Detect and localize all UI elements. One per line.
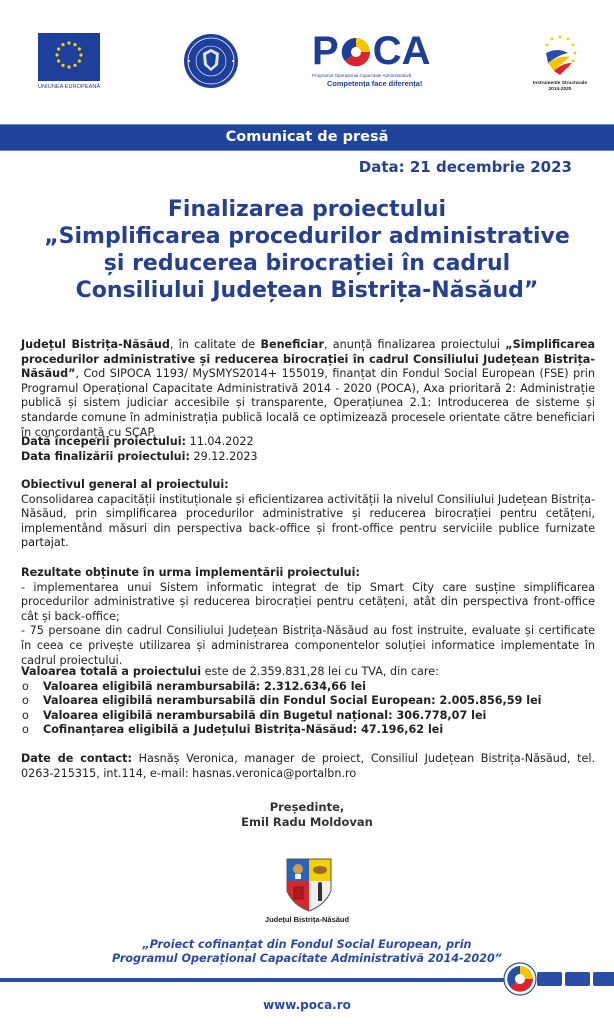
objective-heading: Obiectivul general al proiectului: xyxy=(21,478,229,491)
start-date-row xyxy=(21,435,595,450)
page-title xyxy=(0,196,614,304)
value-item xyxy=(21,709,595,724)
bullet: o xyxy=(22,694,29,708)
footer-block xyxy=(593,972,614,986)
title-line-1: Finalizarea proiectului xyxy=(167,197,447,222)
poca-o-emblem-icon xyxy=(339,35,373,69)
press-date: Data: 21 decembrie 2023 xyxy=(358,158,572,176)
crest-caption: Județul Bistrița-Năsăud xyxy=(264,915,350,924)
is-caption-line2: 2014-2020 xyxy=(548,87,572,92)
project-value-section xyxy=(21,665,595,738)
eu-flag-icon xyxy=(38,33,100,81)
poca-tagline: Competența face diferența! xyxy=(327,79,423,88)
signature-title: Președinte, xyxy=(269,800,345,814)
intro-paragraph xyxy=(21,338,595,440)
footer-divider xyxy=(0,978,525,982)
start-date-label: Dată începerii proiectului: xyxy=(21,435,187,448)
website-link[interactable]: www.poca.ro xyxy=(263,998,351,1012)
end-date-value: 29.12.2023 xyxy=(189,449,258,463)
poca-wordmark xyxy=(312,29,447,73)
total-value-label: Valoarea totală a proiectului xyxy=(21,665,202,678)
value-item-text: Valoarea eligibilă nerambursabilă din Bugetul național: 306.778,07 lei xyxy=(43,708,487,722)
signature-name: Emil Radu Moldovan xyxy=(241,815,373,829)
contact-label: Date de contact: xyxy=(21,752,132,765)
beneficiary-role: Beneficiar xyxy=(260,338,324,351)
result-item: - implementarea unui Sistem informatic integrat de tip Smart City care susține simplificarea procedurilor administrative și reducerea birocrației pentru cetățeni, atât din perspectiva front-office cât și back-office; xyxy=(21,580,595,623)
poca-logo xyxy=(312,29,447,91)
intro-text-2: , anunță finalizarea proiectului xyxy=(323,338,506,351)
cofinancing-line-1: „Proiect cofinanțat din Fondul Social European, prin xyxy=(142,938,472,951)
cofinancing-line-2: Programul Operațional Capacitate Administrativă 2014-2020” xyxy=(111,952,502,965)
end-date-row xyxy=(21,450,595,465)
bullet: o xyxy=(22,723,29,737)
instrumente-structurale-caption xyxy=(520,81,600,93)
footer-blocks xyxy=(537,972,614,986)
intro-text-1: , în calitate de xyxy=(169,338,261,351)
project-name: „Simplificarea procedurilor administrative și reducerea birocrației în cadrul Consiliului Județean Bistrița-Năsăud” xyxy=(21,338,596,381)
beneficiary-name: Județul Bistrița-Năsăud xyxy=(21,338,170,351)
poca-letter-p: P xyxy=(312,29,339,73)
intro-text-3: , Cod SIPOCA 1193/ MySMYS2014+ 155019, finanțat din Fondul Social European (FSE) prin Programul Operațional Capacitate Administrativă 2014 - 2020 (POCA), Axa prioritară 2: Administrație publică și sistem judiciar accesibile și transparente, Operațiunea 2.1: Introducerea de sisteme și standarde comune în administrația publică locală ce optimizează procesele orientate către beneficiari în concordanță cu SCAP. xyxy=(21,367,595,439)
poca-subtitle: Programul Operațional Capacitate Administrativă xyxy=(312,73,412,78)
bullet: o xyxy=(22,708,29,722)
title-line-4: Consiliului Județean Bistrița-Năsăud” xyxy=(75,278,539,303)
press-release-banner: Comunicat de presă xyxy=(0,124,614,151)
result-item: - 75 persoane din cadrul Consiliului Județean Bistrița-Năsăud au fost instruite, evaluate și certificate în ceea ce privește utilizarea și administrarea componentelor soluției informatice implementate în cadrul proiectului. xyxy=(21,624,595,667)
eu-logo xyxy=(38,33,100,91)
bullet: o xyxy=(22,679,29,693)
value-item xyxy=(21,680,595,695)
eu-caption: UNIUNEA EUROPEANĂ xyxy=(38,84,101,90)
logo-strip xyxy=(0,0,614,110)
poca-letter-a: A xyxy=(401,29,431,73)
value-item-text: Valoarea eligibilă nerambursabilă: 2.312.634,66 lei xyxy=(43,679,366,693)
judetul-bistrita-nasaud-crest-icon xyxy=(285,857,333,913)
poca-emblem-icon xyxy=(503,962,537,996)
title-line-2: „Simplificarea procedurilor administrative xyxy=(44,224,570,249)
value-item xyxy=(21,723,595,738)
title-line-3: și reducerea birocrației în cadrul xyxy=(103,251,511,276)
contact-section xyxy=(21,752,595,781)
instrumente-structurale-icon xyxy=(520,33,600,77)
value-item-text: Cofinanțarea eligibilă a Județului Bistrița-Năsăud: 47.196,62 lei xyxy=(43,723,444,737)
total-value-row xyxy=(21,665,595,680)
objective-text: Consolidarea capacității instituționale și eficientizarea activității la nivelul Consiliului Județean Bistrița-Năsăud, prin simplificarea procedurilor administrative și reducerea birocrației pentru cetățeni, implementând măsuri din perspectiva back-office și front-office pentru serviciile publice furnizate partajat. xyxy=(21,492,595,550)
value-item xyxy=(21,694,595,709)
results-section xyxy=(21,566,595,668)
signature-block xyxy=(0,800,614,830)
guvernul-romaniei-seal-icon xyxy=(183,33,239,89)
value-item-text: Valoarea eligibilă nerambursabilă din Fondul Social European: 2.005.856,59 lei xyxy=(43,694,542,708)
footer-block xyxy=(537,972,562,986)
is-caption-line1: Instrumente Structurale xyxy=(532,81,588,86)
end-date-label: Data finalizării proiectului: xyxy=(21,449,190,463)
objective-section xyxy=(21,478,595,551)
results-heading: Rezultate obținute în urma implementării proiectului: xyxy=(21,566,360,579)
project-dates xyxy=(21,435,595,464)
contact-text: Hasnăș Veronica, manager de proiect, Consiliul Județean Bistrița-Năsăud, tel. 0263-215315, int.114, e-mail: hasnas.veronica@portalbn.ro xyxy=(21,752,595,780)
footer-block xyxy=(565,972,590,986)
total-value-text: este de 2.359.831,28 lei cu TVA, din care: xyxy=(201,665,439,678)
instrumente-structurale-logo xyxy=(520,33,600,93)
poca-letter-c: C xyxy=(372,29,402,73)
start-date-value: 11.04.2022 xyxy=(186,435,254,448)
